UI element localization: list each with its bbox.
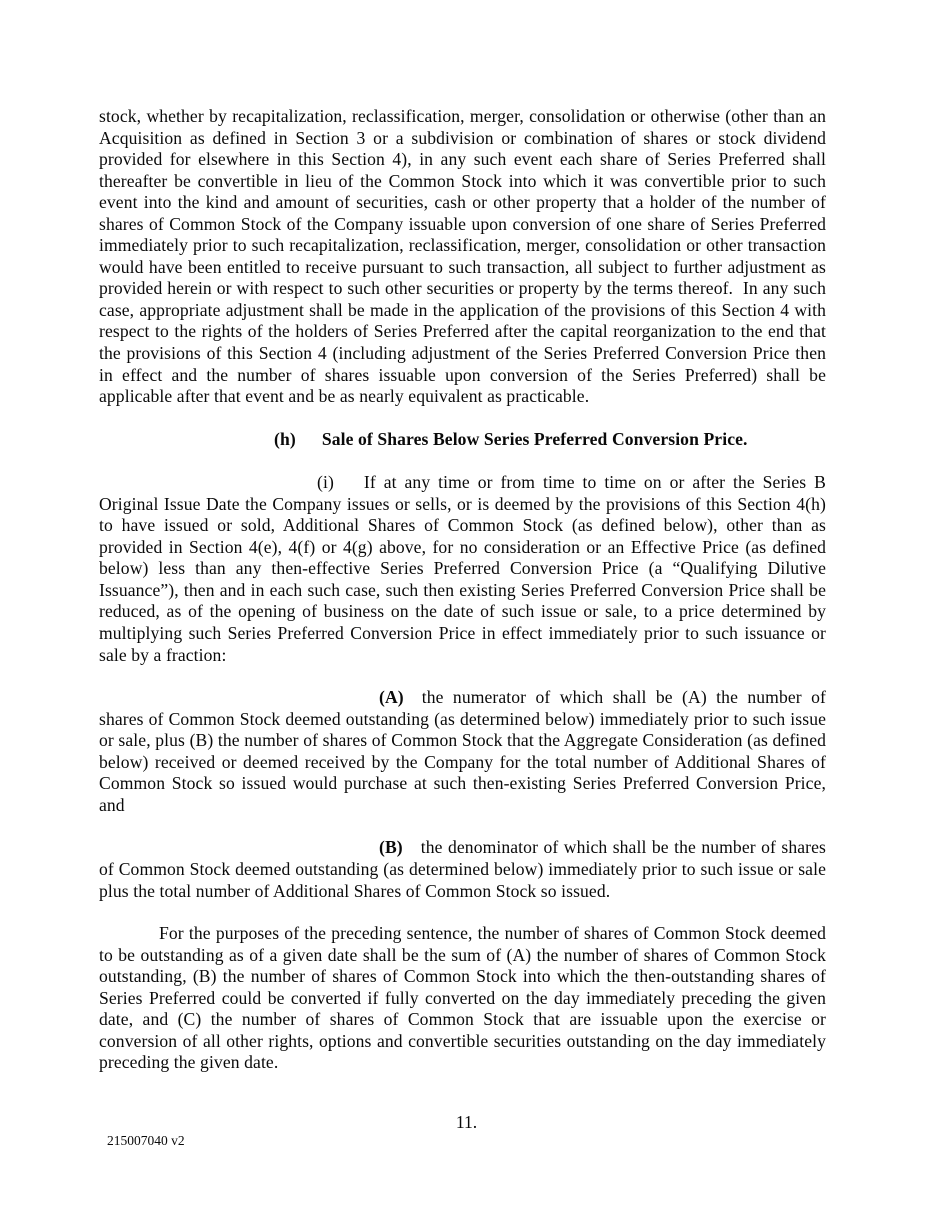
clause-a-text: the numerator of which shall be (A) the number of shares of Common Stock deemed outstanding (as determined below) immediately prior to such issue or sale, plus (B) the number of shares of Common Stock that the Aggregate Consideration (as defined below) received or deemed received by the Company for the total number of Additional Shares of Common Stock so issued would purchase at such then-existing Series Preferred Conversion Price, and — [99, 687, 826, 815]
clause-a-label: (A) — [379, 687, 404, 708]
footer-document-id: 215007040 v2 — [107, 1133, 185, 1148]
paragraph-clause-b — [99, 837, 826, 902]
paragraph-clause-i — [99, 472, 826, 666]
section-heading-title: Sale of Shares Below Series Preferred Conversion Price. — [321, 428, 748, 449]
clause-b-label: (B) — [379, 837, 403, 858]
paragraph-clause-a — [99, 687, 826, 816]
clause-i-label: (i) — [317, 472, 334, 493]
clause-i-text: If at any time or from time to time on or after the Series B Original Issue Date the Company issues or sells, or is deemed by the provisions of this Section 4(h) to have issued or sold, Additional Shares of Common Stock (as defined below), other than as provided in Section 4(e), 4(f) or 4(g) above, for no consideration or an Effective Price (as defined below) less than any then-effective Series Preferred Conversion Price (a “Qualifying Dilutive Issuance”), then and in each such case, such then existing Series Preferred Conversion Price shall be reduced, as of the opening of business on the date of such issue or sale, to a price determined by multiplying such Series Preferred Conversion Price in effect immediately prior to such issuance or sale by a fraction: — [99, 472, 826, 665]
section-heading — [99, 429, 826, 451]
paragraph-closing — [99, 923, 826, 1074]
paragraph-continuation — [99, 106, 826, 408]
clause-b-text: the denominator of which shall be the number of shares of Common Stock deemed outstanding (as determined below) immediately prior to such issue or sale plus the total number of Additional Shares of Common Stock so issued. — [99, 837, 826, 901]
paragraph-continuation-text: stock, whether by recapitalization, reclassification, merger, consolidation or otherwise (other than an Acquisition as defined in Section 3 or a subdivision or combination of shares or stock dividend provided for elsewhere in this Section 4), in any such event each share of Series Preferred shall thereafter be convertible in lieu of the Common Stock into which it was convertible prior to such event into the kind and amount of securities, cash or other property that a holder of the number of shares of Common Stock of the Company issuable upon conversion of one share of Series Preferred immediately prior to such recapitalization, reclassification, merger, consolidation or other transaction would have been entitled to receive pursuant to such transaction, all subject to further adjustment as provided herein or with respect to such other securities or property by the terms thereof. In any such case, appropriate adjustment shall be made in the application of the provisions of this Section 4 with respect to the rights of the holders of Series Preferred after the capital reorganization to the end that the provisions of this Section 4 (including adjustment of the Series Preferred Conversion Price then in effect and the number of shares issuable upon conversion of the Series Preferred) shall be applicable after that event and be as nearly equivalent as practicable. — [99, 106, 826, 407]
document-body — [99, 106, 826, 1095]
section-heading-label: (h) — [274, 428, 296, 449]
paragraph-closing-text: For the purposes of the preceding sentence, the number of shares of Common Stock deemed to be outstanding as of a given date shall be the sum of (A) the number of shares of Common Stock outstanding, (B) the number of shares of Common Stock into which the then-outstanding shares of Series Preferred could be converted if fully converted on the day immediately preceding the given date, and (C) the number of shares of Common Stock that are issuable upon the exercise or conversion of all other rights, options and convertible securities outstanding on the day immediately preceding the given date. — [99, 923, 826, 1073]
page-number: 11. — [455, 1112, 478, 1132]
